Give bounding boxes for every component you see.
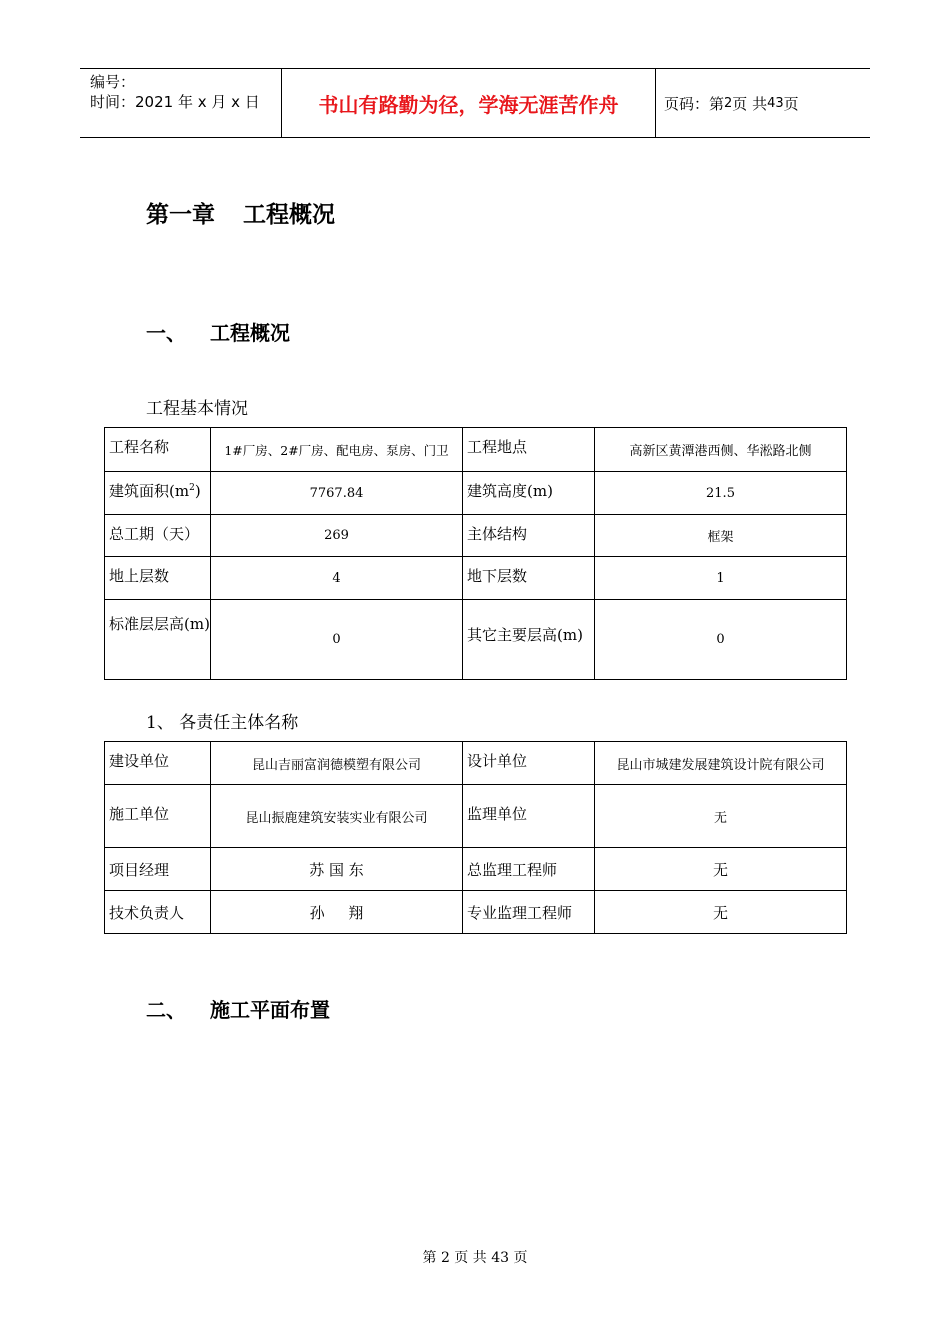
table-cell: 昆山市城建发展建筑设计院有限公司 xyxy=(595,742,847,785)
section-title: 施工平面布置 xyxy=(210,998,330,1022)
time-label: 时间：2021 年 x 月 x 日 xyxy=(90,93,260,111)
table-cell: 监理单位 xyxy=(463,785,595,848)
table-cell: 昆山吉丽富润德模塑有限公司 xyxy=(211,742,463,785)
page-header xyxy=(80,68,870,138)
table-row xyxy=(105,891,847,934)
table-cell: 21.5 xyxy=(595,472,847,515)
table-cell: 框架 xyxy=(595,515,847,557)
table-row xyxy=(105,472,847,515)
section-index: 二、 xyxy=(146,998,186,1022)
table-cell: 项目经理 xyxy=(105,848,211,891)
table1-caption: 工程基本情况 xyxy=(146,399,248,419)
table-cell: 设计单位 xyxy=(463,742,595,785)
table-cell: 技术负责人 xyxy=(105,891,211,934)
table-cell: 孙 翔 xyxy=(211,891,463,934)
table-cell: 无 xyxy=(595,891,847,934)
table-cell: 其它主要层高(m) xyxy=(463,600,595,680)
table-row xyxy=(105,557,847,600)
table-cell: 高新区黄潭港西侧、华淞路北侧 xyxy=(595,428,847,472)
table-cell: 苏 国 东 xyxy=(211,848,463,891)
header-motto: 书山有路勤为径，学海无涯苦作舟 xyxy=(282,69,656,137)
chapter-number: 第一章 xyxy=(146,201,215,228)
table-cell: 0 xyxy=(211,600,463,680)
table-cell: 7767.84 xyxy=(211,472,463,515)
table-row xyxy=(105,428,847,472)
table-cell: 地下层数 xyxy=(463,557,595,600)
code-label: 编号： xyxy=(90,73,136,91)
responsible-parties-table xyxy=(104,741,847,934)
table-cell: 0 xyxy=(595,600,847,680)
table-cell: 主体结构 xyxy=(463,515,595,557)
table-cell: 总工期（天） xyxy=(105,515,211,557)
table-cell: 地上层数 xyxy=(105,557,211,600)
table-cell: 工程地点 xyxy=(463,428,595,472)
page-prefix: 页码：第 xyxy=(664,94,725,113)
table-cell: 总监理工程师 xyxy=(463,848,595,891)
table-row xyxy=(105,600,847,680)
table2-caption: 1、 各责任主体名称 xyxy=(146,713,299,733)
page-total: 43 xyxy=(767,95,784,111)
table-row xyxy=(105,848,847,891)
table-cell: 昆山振鹿建筑安装实业有限公司 xyxy=(211,785,463,848)
table-row xyxy=(105,742,847,785)
table-cell: 标准层层高(m) xyxy=(105,600,211,680)
project-basic-table xyxy=(104,427,847,680)
section-title: 工程概况 xyxy=(210,321,290,345)
table-cell: 无 xyxy=(595,848,847,891)
section-heading-1 xyxy=(146,317,290,346)
table-row xyxy=(105,785,847,848)
header-meta xyxy=(80,69,282,137)
table-cell: 1#厂房、2#厂房、配电房、泵房、门卫 xyxy=(211,428,463,472)
table-cell: 工程名称 xyxy=(105,428,211,472)
table-cell: 4 xyxy=(211,557,463,600)
page-middle: 页 共 xyxy=(732,94,768,113)
table-cell: 建筑面积$(m^2)$ xyxy=(105,472,211,515)
table-cell: 建设单位 xyxy=(105,742,211,785)
chapter-heading xyxy=(146,196,335,229)
table-row xyxy=(105,515,847,557)
page-current: 2 xyxy=(724,95,733,111)
page-suffix: 页 xyxy=(783,94,799,113)
table-cell: 专业监理工程师 xyxy=(463,891,595,934)
page-footer: 第 2 页 共 43 页 xyxy=(422,1250,528,1266)
table-cell: 269 xyxy=(211,515,463,557)
section-heading-2 xyxy=(146,994,330,1023)
section-index: 一、 xyxy=(146,321,186,345)
table-cell: 施工单位 xyxy=(105,785,211,848)
table-cell: 1 xyxy=(595,557,847,600)
table-cell: 无 xyxy=(595,785,847,848)
chapter-title: 工程概况 xyxy=(243,201,335,228)
table-cell: 建筑高度(m) xyxy=(463,472,595,515)
header-page-info xyxy=(656,69,870,137)
